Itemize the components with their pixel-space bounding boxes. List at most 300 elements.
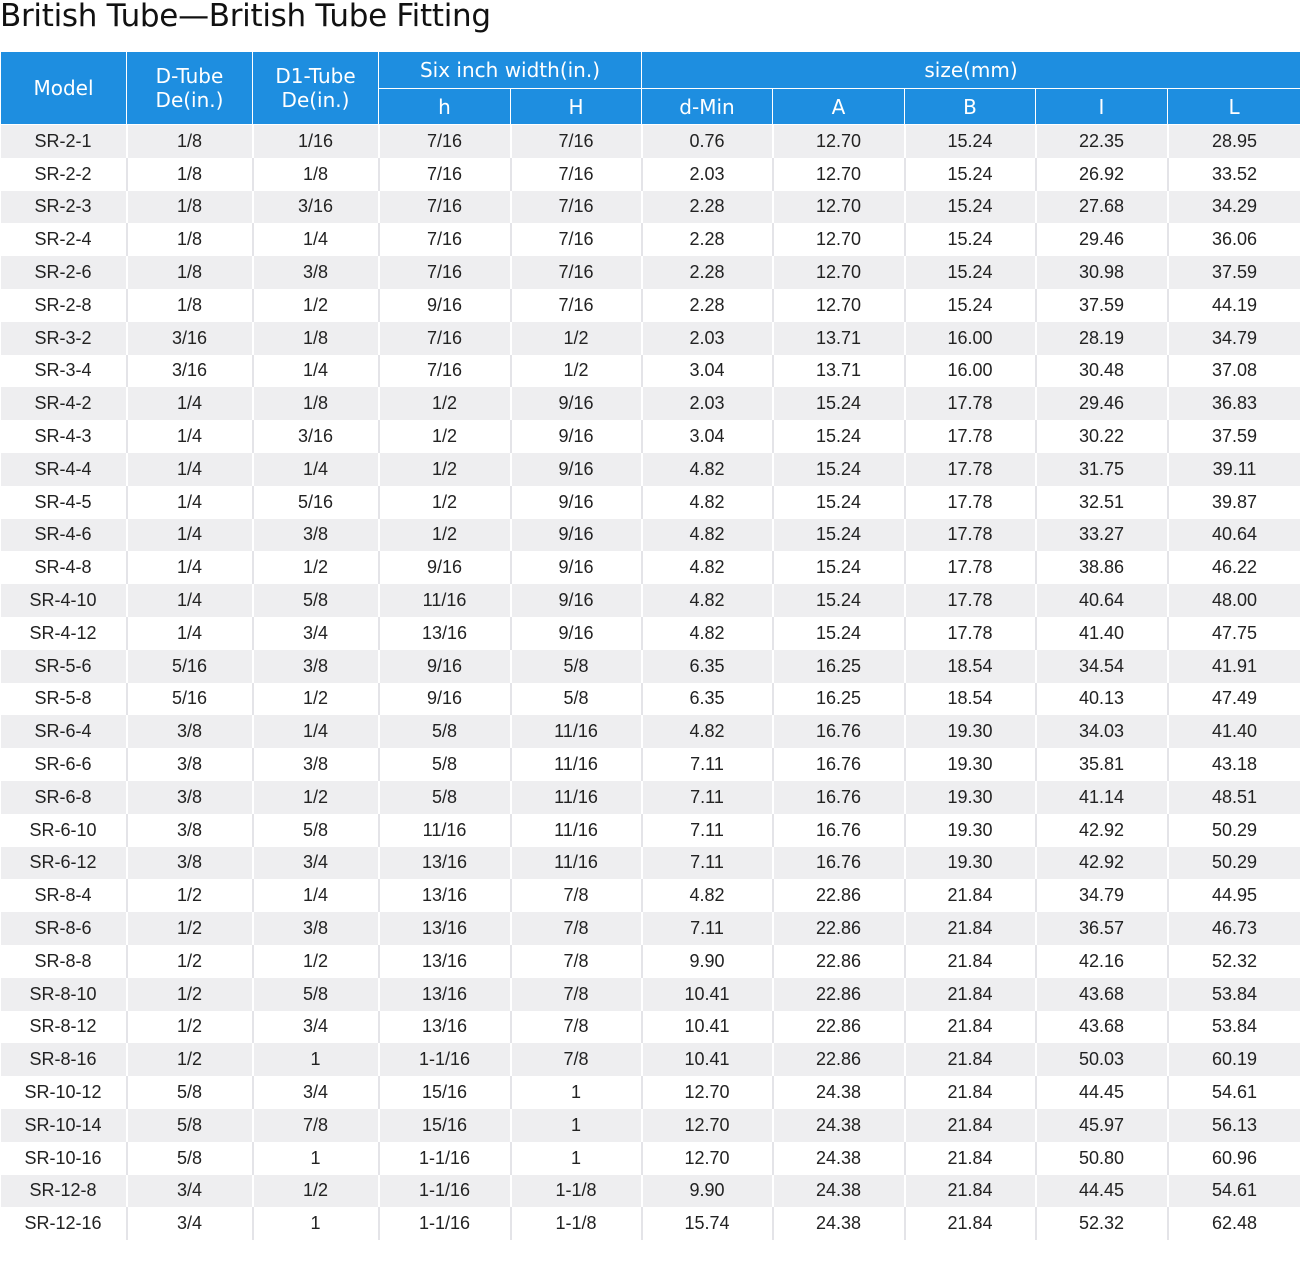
cell-model: SR-8-16 <box>1 1043 127 1076</box>
cell-H: 1-1/8 <box>511 1175 642 1208</box>
cell-d-min: 3.04 <box>642 355 773 388</box>
cell-b: 15.24 <box>905 256 1036 289</box>
cell-d-tube: 5/8 <box>127 1142 253 1175</box>
cell-l: 36.83 <box>1168 387 1300 420</box>
cell-d-min: 4.82 <box>642 551 773 584</box>
cell-i: 50.80 <box>1036 1142 1168 1175</box>
cell-d-min: 10.41 <box>642 978 773 1011</box>
cell-d-tube: 1/8 <box>127 256 253 289</box>
cell-model: SR-2-4 <box>1 223 127 256</box>
cell-d1-tube: 3/4 <box>253 617 379 650</box>
cell-b: 16.00 <box>905 322 1036 355</box>
header-d1-tube <box>253 52 379 125</box>
cell-H: 7/16 <box>511 158 642 191</box>
cell-l: 46.73 <box>1168 912 1300 945</box>
cell-model: SR-4-12 <box>1 617 127 650</box>
table-row <box>1 355 1300 388</box>
cell-i: 44.45 <box>1036 1175 1168 1208</box>
cell-model: SR-3-4 <box>1 355 127 388</box>
cell-d1-tube: 1/4 <box>253 355 379 388</box>
cell-d-min: 3.04 <box>642 420 773 453</box>
cell-a: 12.70 <box>773 289 905 322</box>
cell-h: 13/16 <box>379 978 511 1011</box>
cell-b: 19.30 <box>905 814 1036 847</box>
cell-model: SR-4-6 <box>1 519 127 552</box>
cell-h: 7/16 <box>379 223 511 256</box>
cell-l: 53.84 <box>1168 978 1300 1011</box>
cell-a: 12.70 <box>773 256 905 289</box>
table-row <box>1 1109 1300 1142</box>
header-model: Model <box>1 52 127 125</box>
cell-d1-tube: 3/8 <box>253 519 379 552</box>
cell-d-min: 2.28 <box>642 256 773 289</box>
cell-i: 44.45 <box>1036 1076 1168 1109</box>
cell-b: 18.54 <box>905 650 1036 683</box>
cell-h: 7/16 <box>379 191 511 224</box>
cell-h: 11/16 <box>379 814 511 847</box>
cell-a: 24.38 <box>773 1175 905 1208</box>
cell-d1-tube: 3/8 <box>253 650 379 683</box>
cell-i: 34.79 <box>1036 879 1168 912</box>
cell-b: 21.84 <box>905 1175 1036 1208</box>
cell-model: SR-2-6 <box>1 256 127 289</box>
cell-i: 30.48 <box>1036 355 1168 388</box>
cell-h: 7/16 <box>379 355 511 388</box>
cell-d1-tube: 1/4 <box>253 879 379 912</box>
header-d-min: d-Min <box>642 89 773 125</box>
cell-i: 43.68 <box>1036 978 1168 1011</box>
cell-model: SR-3-2 <box>1 322 127 355</box>
cell-H: 9/16 <box>511 519 642 552</box>
cell-d1-tube: 1/2 <box>253 781 379 814</box>
table-row <box>1 453 1300 486</box>
cell-a: 16.25 <box>773 650 905 683</box>
cell-l: 39.87 <box>1168 486 1300 519</box>
cell-b: 21.84 <box>905 1043 1036 1076</box>
cell-d-tube: 5/16 <box>127 650 253 683</box>
cell-i: 37.59 <box>1036 289 1168 322</box>
cell-model: SR-10-14 <box>1 1109 127 1142</box>
cell-d-tube: 3/4 <box>127 1207 253 1240</box>
table-row <box>1 1175 1300 1208</box>
cell-a: 15.24 <box>773 420 905 453</box>
table-row <box>1 650 1300 683</box>
cell-b: 15.24 <box>905 223 1036 256</box>
fitting-spec-table <box>0 51 1300 1240</box>
cell-H: 7/16 <box>511 289 642 322</box>
cell-a: 24.38 <box>773 1109 905 1142</box>
cell-model: SR-4-10 <box>1 584 127 617</box>
cell-d-min: 6.35 <box>642 683 773 716</box>
cell-d-tube: 1/4 <box>127 387 253 420</box>
cell-l: 47.49 <box>1168 683 1300 716</box>
cell-h: 7/16 <box>379 125 511 158</box>
table-row <box>1 814 1300 847</box>
cell-l: 37.59 <box>1168 420 1300 453</box>
cell-H: 1 <box>511 1076 642 1109</box>
cell-d-tube: 1/4 <box>127 420 253 453</box>
cell-d1-tube: 5/8 <box>253 978 379 1011</box>
header-d1-tube-line2: De(in.) <box>281 88 350 112</box>
cell-l: 48.51 <box>1168 781 1300 814</box>
cell-H: 11/16 <box>511 748 642 781</box>
cell-a: 12.70 <box>773 191 905 224</box>
cell-d-tube: 3/8 <box>127 847 253 880</box>
cell-l: 60.19 <box>1168 1043 1300 1076</box>
cell-d-min: 9.90 <box>642 1175 773 1208</box>
cell-d-tube: 1/2 <box>127 945 253 978</box>
cell-h: 5/8 <box>379 748 511 781</box>
cell-d1-tube: 3/16 <box>253 420 379 453</box>
cell-h: 13/16 <box>379 879 511 912</box>
table-row <box>1 1142 1300 1175</box>
cell-a: 16.76 <box>773 847 905 880</box>
cell-h: 13/16 <box>379 617 511 650</box>
cell-d1-tube: 3/8 <box>253 748 379 781</box>
cell-d-tube: 1/2 <box>127 912 253 945</box>
cell-i: 31.75 <box>1036 453 1168 486</box>
cell-model: SR-2-3 <box>1 191 127 224</box>
cell-l: 39.11 <box>1168 453 1300 486</box>
table-row <box>1 387 1300 420</box>
cell-d1-tube: 3/16 <box>253 191 379 224</box>
cell-d-tube: 3/16 <box>127 355 253 388</box>
cell-a: 15.24 <box>773 584 905 617</box>
cell-b: 15.24 <box>905 125 1036 158</box>
cell-a: 22.86 <box>773 912 905 945</box>
table-row <box>1 1207 1300 1240</box>
cell-d-min: 2.03 <box>642 158 773 191</box>
cell-d-min: 12.70 <box>642 1109 773 1142</box>
cell-model: SR-4-4 <box>1 453 127 486</box>
header-l: L <box>1168 89 1300 125</box>
cell-b: 21.84 <box>905 1011 1036 1044</box>
cell-l: 47.75 <box>1168 617 1300 650</box>
cell-d1-tube: 1/8 <box>253 158 379 191</box>
cell-h: 5/8 <box>379 715 511 748</box>
cell-i: 34.03 <box>1036 715 1168 748</box>
cell-b: 21.84 <box>905 1109 1036 1142</box>
cell-model: SR-6-12 <box>1 847 127 880</box>
cell-H: 5/8 <box>511 683 642 716</box>
table-row <box>1 519 1300 552</box>
cell-H: 11/16 <box>511 715 642 748</box>
cell-a: 22.86 <box>773 1011 905 1044</box>
cell-H: 7/8 <box>511 945 642 978</box>
cell-i: 40.13 <box>1036 683 1168 716</box>
cell-H: 7/8 <box>511 1011 642 1044</box>
cell-h: 1/2 <box>379 486 511 519</box>
cell-model: SR-2-2 <box>1 158 127 191</box>
cell-H: 9/16 <box>511 551 642 584</box>
cell-d-tube: 1/4 <box>127 584 253 617</box>
cell-d-tube: 1/4 <box>127 617 253 650</box>
table-row <box>1 847 1300 880</box>
cell-H: 7/8 <box>511 879 642 912</box>
page-title: British Tube—British Tube Fitting <box>0 0 491 34</box>
header-b: B <box>905 89 1036 125</box>
cell-d-min: 6.35 <box>642 650 773 683</box>
cell-H: 7/16 <box>511 223 642 256</box>
cell-a: 16.76 <box>773 715 905 748</box>
cell-d1-tube: 1/4 <box>253 453 379 486</box>
cell-d-min: 2.28 <box>642 289 773 322</box>
cell-d-min: 2.28 <box>642 223 773 256</box>
cell-a: 15.24 <box>773 453 905 486</box>
cell-a: 12.70 <box>773 125 905 158</box>
cell-H: 1/2 <box>511 355 642 388</box>
cell-i: 29.46 <box>1036 387 1168 420</box>
table-row <box>1 781 1300 814</box>
cell-h: 1/2 <box>379 453 511 486</box>
cell-l: 37.59 <box>1168 256 1300 289</box>
cell-H: 7/16 <box>511 125 642 158</box>
cell-i: 22.35 <box>1036 125 1168 158</box>
cell-d-tube: 1/8 <box>127 223 253 256</box>
cell-H: 11/16 <box>511 781 642 814</box>
table-row <box>1 289 1300 322</box>
cell-i: 43.68 <box>1036 1011 1168 1044</box>
cell-d-tube: 1/8 <box>127 125 253 158</box>
cell-l: 44.95 <box>1168 879 1300 912</box>
cell-b: 21.84 <box>905 1207 1036 1240</box>
cell-d1-tube: 3/4 <box>253 1011 379 1044</box>
cell-h: 1-1/16 <box>379 1043 511 1076</box>
cell-d-tube: 5/16 <box>127 683 253 716</box>
cell-b: 19.30 <box>905 847 1036 880</box>
cell-i: 30.98 <box>1036 256 1168 289</box>
cell-a: 15.24 <box>773 387 905 420</box>
cell-i: 45.97 <box>1036 1109 1168 1142</box>
cell-h: 1-1/16 <box>379 1175 511 1208</box>
cell-h: 15/16 <box>379 1076 511 1109</box>
cell-h: 15/16 <box>379 1109 511 1142</box>
cell-b: 15.24 <box>905 289 1036 322</box>
cell-h: 11/16 <box>379 584 511 617</box>
cell-a: 22.86 <box>773 879 905 912</box>
cell-l: 44.19 <box>1168 289 1300 322</box>
table-row <box>1 584 1300 617</box>
cell-i: 35.81 <box>1036 748 1168 781</box>
cell-l: 36.06 <box>1168 223 1300 256</box>
table-row <box>1 1011 1300 1044</box>
cell-b: 16.00 <box>905 355 1036 388</box>
cell-i: 28.19 <box>1036 322 1168 355</box>
cell-h: 5/8 <box>379 781 511 814</box>
table-row <box>1 912 1300 945</box>
cell-d-tube: 1/8 <box>127 191 253 224</box>
cell-h: 1-1/16 <box>379 1142 511 1175</box>
header-a: A <box>773 89 905 125</box>
cell-model: SR-12-8 <box>1 1175 127 1208</box>
cell-h: 1/2 <box>379 387 511 420</box>
cell-H: 7/16 <box>511 256 642 289</box>
cell-b: 21.84 <box>905 879 1036 912</box>
table-row <box>1 420 1300 453</box>
cell-i: 30.22 <box>1036 420 1168 453</box>
cell-h: 13/16 <box>379 912 511 945</box>
cell-d1-tube: 1/4 <box>253 715 379 748</box>
table-row <box>1 486 1300 519</box>
cell-a: 12.70 <box>773 158 905 191</box>
cell-d-tube: 3/8 <box>127 748 253 781</box>
cell-d1-tube: 1/16 <box>253 125 379 158</box>
header-six-inch-width: Six inch width(in.) <box>379 52 642 89</box>
cell-d-min: 10.41 <box>642 1011 773 1044</box>
cell-l: 43.18 <box>1168 748 1300 781</box>
cell-d1-tube: 1/8 <box>253 387 379 420</box>
cell-d1-tube: 1 <box>253 1142 379 1175</box>
cell-d1-tube: 1/4 <box>253 223 379 256</box>
cell-d1-tube: 1/2 <box>253 683 379 716</box>
cell-d1-tube: 1/2 <box>253 945 379 978</box>
cell-a: 13.71 <box>773 322 905 355</box>
cell-i: 26.92 <box>1036 158 1168 191</box>
cell-a: 16.25 <box>773 683 905 716</box>
cell-b: 19.30 <box>905 715 1036 748</box>
cell-model: SR-5-8 <box>1 683 127 716</box>
cell-b: 19.30 <box>905 748 1036 781</box>
cell-h: 1/2 <box>379 519 511 552</box>
table-row <box>1 879 1300 912</box>
cell-H: 9/16 <box>511 387 642 420</box>
cell-model: SR-4-2 <box>1 387 127 420</box>
cell-H: 1 <box>511 1109 642 1142</box>
cell-a: 15.24 <box>773 551 905 584</box>
cell-d1-tube: 1/8 <box>253 322 379 355</box>
cell-d1-tube: 1/2 <box>253 289 379 322</box>
cell-h: 7/16 <box>379 322 511 355</box>
table-row <box>1 945 1300 978</box>
cell-d-tube: 3/8 <box>127 781 253 814</box>
cell-model: SR-4-8 <box>1 551 127 584</box>
header-h-lower: h <box>379 89 511 125</box>
cell-d-tube: 5/8 <box>127 1076 253 1109</box>
cell-i: 40.64 <box>1036 584 1168 617</box>
table-row <box>1 256 1300 289</box>
cell-model: SR-8-4 <box>1 879 127 912</box>
cell-d-min: 15.74 <box>642 1207 773 1240</box>
header-i: I <box>1036 89 1168 125</box>
cell-b: 15.24 <box>905 191 1036 224</box>
cell-model: SR-8-8 <box>1 945 127 978</box>
cell-d-tube: 3/8 <box>127 715 253 748</box>
cell-model: SR-10-12 <box>1 1076 127 1109</box>
cell-model: SR-2-1 <box>1 125 127 158</box>
cell-d-min: 7.11 <box>642 781 773 814</box>
cell-d1-tube: 7/8 <box>253 1109 379 1142</box>
cell-d-min: 9.90 <box>642 945 773 978</box>
cell-h: 1/2 <box>379 420 511 453</box>
cell-d-min: 7.11 <box>642 814 773 847</box>
cell-d1-tube: 3/4 <box>253 847 379 880</box>
cell-d-tube: 5/8 <box>127 1109 253 1142</box>
cell-d-tube: 3/16 <box>127 322 253 355</box>
cell-model: SR-6-6 <box>1 748 127 781</box>
table-row <box>1 715 1300 748</box>
cell-a: 12.70 <box>773 223 905 256</box>
cell-b: 21.84 <box>905 1142 1036 1175</box>
header-d1-tube-line1: D1-Tube <box>275 64 356 88</box>
cell-model: SR-5-6 <box>1 650 127 683</box>
cell-d-min: 4.82 <box>642 617 773 650</box>
table-row <box>1 223 1300 256</box>
cell-H: 1-1/8 <box>511 1207 642 1240</box>
cell-model: SR-4-5 <box>1 486 127 519</box>
cell-b: 21.84 <box>905 1076 1036 1109</box>
cell-d-min: 4.82 <box>642 715 773 748</box>
cell-d-min: 7.11 <box>642 912 773 945</box>
cell-h: 1-1/16 <box>379 1207 511 1240</box>
cell-i: 41.14 <box>1036 781 1168 814</box>
cell-i: 32.51 <box>1036 486 1168 519</box>
cell-model: SR-10-16 <box>1 1142 127 1175</box>
cell-i: 41.40 <box>1036 617 1168 650</box>
cell-d1-tube: 3/4 <box>253 1076 379 1109</box>
cell-d1-tube: 1 <box>253 1043 379 1076</box>
cell-H: 7/8 <box>511 978 642 1011</box>
cell-model: SR-12-16 <box>1 1207 127 1240</box>
cell-a: 22.86 <box>773 978 905 1011</box>
cell-b: 15.24 <box>905 158 1036 191</box>
cell-d-min: 12.70 <box>642 1076 773 1109</box>
cell-l: 52.32 <box>1168 945 1300 978</box>
cell-l: 48.00 <box>1168 584 1300 617</box>
cell-i: 29.46 <box>1036 223 1168 256</box>
cell-d-min: 2.28 <box>642 191 773 224</box>
cell-i: 42.92 <box>1036 847 1168 880</box>
table-row <box>1 551 1300 584</box>
table-row <box>1 1043 1300 1076</box>
cell-a: 16.76 <box>773 748 905 781</box>
cell-d-tube: 3/4 <box>127 1175 253 1208</box>
cell-l: 50.29 <box>1168 847 1300 880</box>
cell-l: 40.64 <box>1168 519 1300 552</box>
cell-b: 17.78 <box>905 551 1036 584</box>
cell-model: SR-6-4 <box>1 715 127 748</box>
cell-d1-tube: 5/8 <box>253 814 379 847</box>
cell-d-min: 4.82 <box>642 879 773 912</box>
cell-i: 42.16 <box>1036 945 1168 978</box>
cell-b: 17.78 <box>905 617 1036 650</box>
cell-h: 9/16 <box>379 650 511 683</box>
cell-h: 7/16 <box>379 158 511 191</box>
cell-d-min: 4.82 <box>642 453 773 486</box>
cell-l: 50.29 <box>1168 814 1300 847</box>
header-d-tube-line2: De(in.) <box>155 88 224 112</box>
cell-H: 9/16 <box>511 617 642 650</box>
cell-a: 15.24 <box>773 617 905 650</box>
cell-i: 38.86 <box>1036 551 1168 584</box>
cell-i: 33.27 <box>1036 519 1168 552</box>
cell-d-min: 10.41 <box>642 1043 773 1076</box>
header-size-mm: size(mm) <box>642 52 1300 89</box>
table-row <box>1 322 1300 355</box>
table-row <box>1 191 1300 224</box>
cell-a: 15.24 <box>773 486 905 519</box>
cell-b: 19.30 <box>905 781 1036 814</box>
cell-l: 34.79 <box>1168 322 1300 355</box>
cell-h: 7/16 <box>379 256 511 289</box>
cell-d-tube: 3/8 <box>127 814 253 847</box>
cell-model: SR-6-8 <box>1 781 127 814</box>
cell-l: 34.29 <box>1168 191 1300 224</box>
cell-d1-tube: 3/8 <box>253 912 379 945</box>
table-row <box>1 125 1300 158</box>
cell-d1-tube: 5/8 <box>253 584 379 617</box>
cell-l: 33.52 <box>1168 158 1300 191</box>
cell-H: 9/16 <box>511 486 642 519</box>
